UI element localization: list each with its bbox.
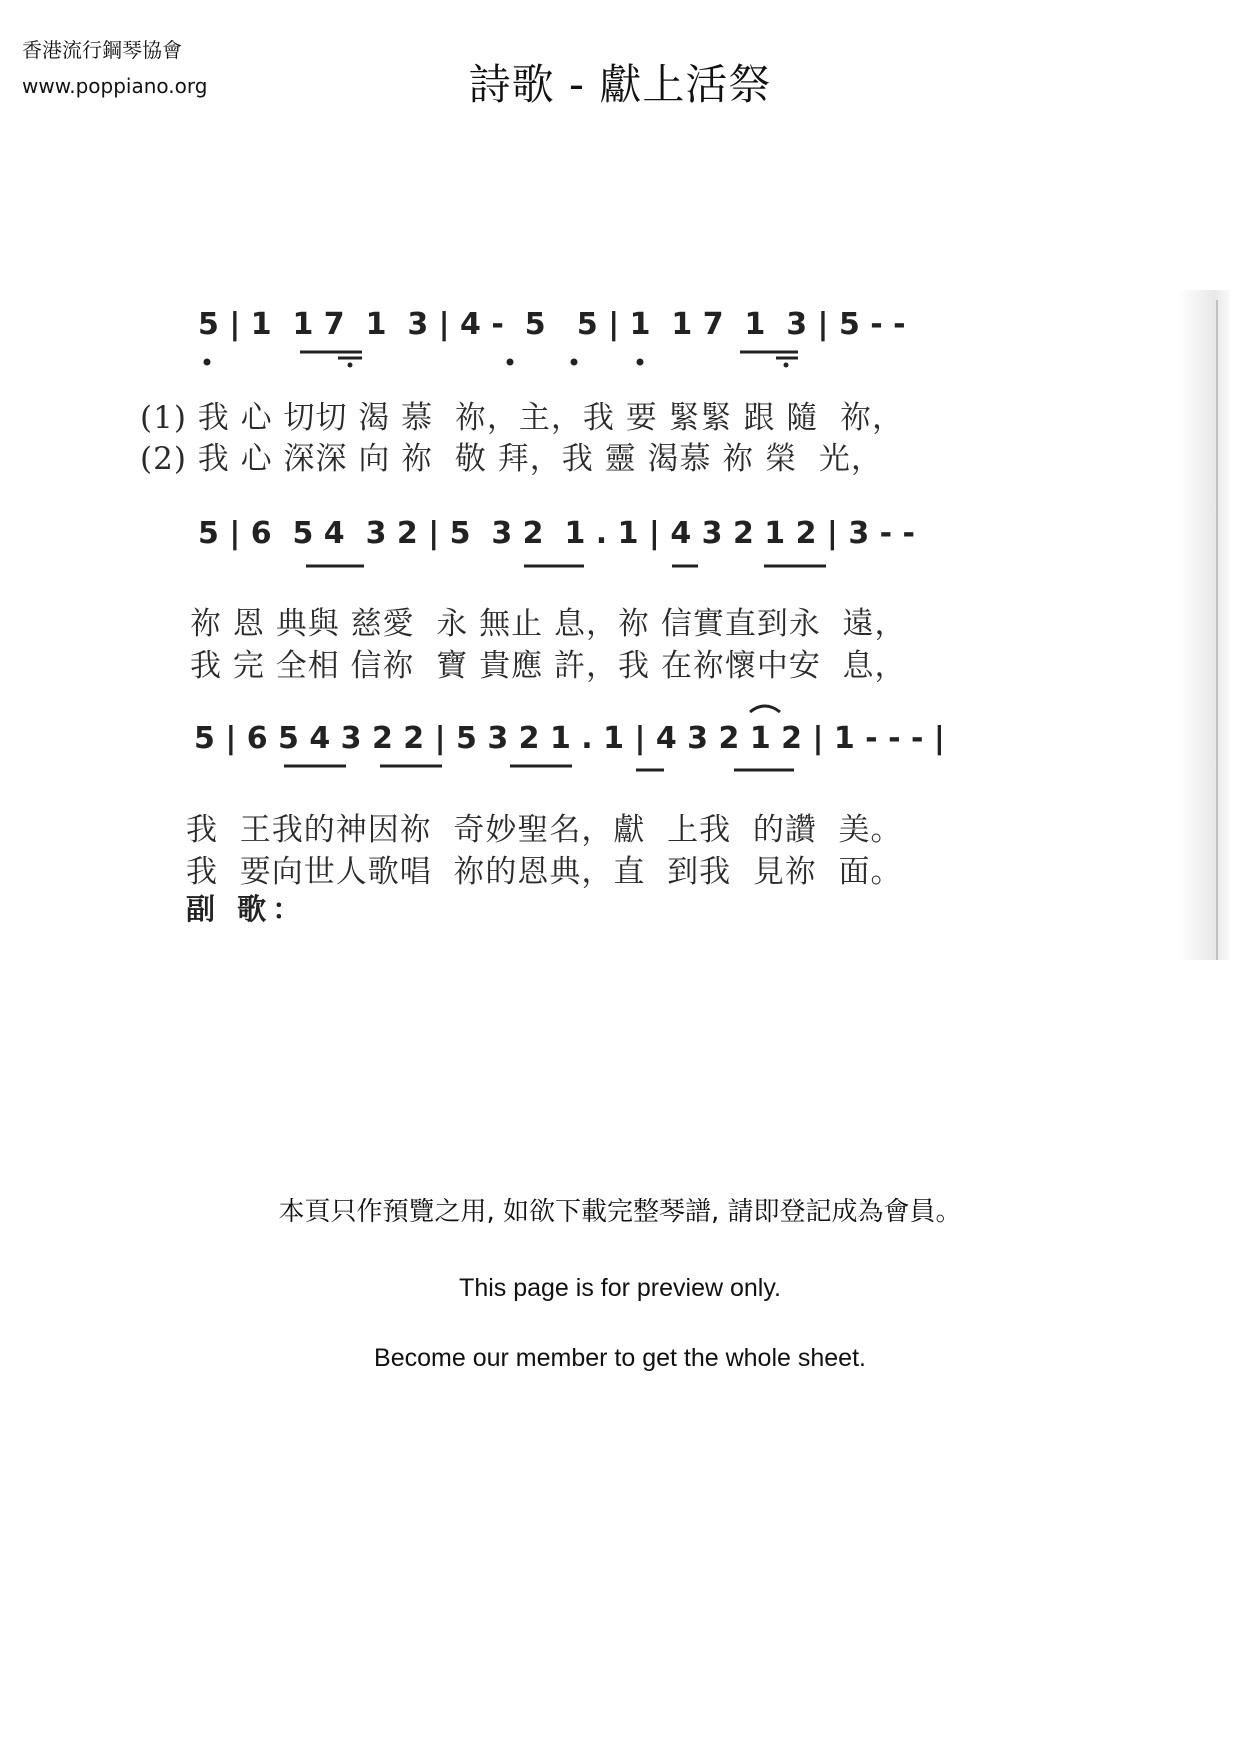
lyrics-system-3-verse-2: 我 要向世人歌唱 祢的恩典，直 到我 見祢 面。 [186, 854, 903, 890]
lyrics-system-1-verse-1: (1) 我 心 切切 渴 慕 祢，主，我 要 緊緊 跟 隨 祢， [140, 400, 905, 436]
lyrics-system-2-verse-1: 祢 恩 典與 慈愛 永 無止 息，祢 信實直到永 遠， [190, 606, 907, 642]
preview-notice-chinese: 本頁只作預覽之用, 如欲下載完整琴譜, 請即登記成為會員。 [278, 1197, 962, 1227]
site-name: 香港流行鋼琴協會 [22, 38, 182, 62]
chorus-label: 副 歌： [186, 892, 308, 926]
lyrics-system-1-verse-2: (2) 我 心 深深 向 祢 敬 拜，我 靈 渴慕 祢 榮 光， [140, 441, 883, 477]
lyrics-system-3-verse-1: 我 王我的神因祢 奇妙聖名，獻 上我 的讚 美。 [186, 812, 903, 848]
preview-notice-english-1: This page is for preview only. [459, 1274, 781, 1302]
site-url[interactable]: www.poppiano.org [22, 74, 208, 98]
notes-system-1: 5 | 1 1 7 1 3 | 4 - 5 5 | 1 1 7 1 3 | 5 - - [198, 307, 906, 342]
lyrics-system-2-verse-2: 我 完 全相 信祢 寶 貴應 許，我 在祢懷中安 息， [190, 648, 907, 684]
page-title: 詩歌 - 獻上活祭 [468, 60, 772, 109]
notes-system-2: 5 | 6 5 4 3 2 | 5 3 2 1 . 1 | 4 3 2 1 2 | 3 - - [198, 516, 915, 551]
preview-notice-english-2: Become our member to get the whole sheet. [374, 1344, 866, 1372]
notes-system-3: 5 | 6 5 4 3 2 2 | 5 3 2 1 . 1 | 4 3 2 1 2 | 1 - - - | [194, 721, 945, 756]
